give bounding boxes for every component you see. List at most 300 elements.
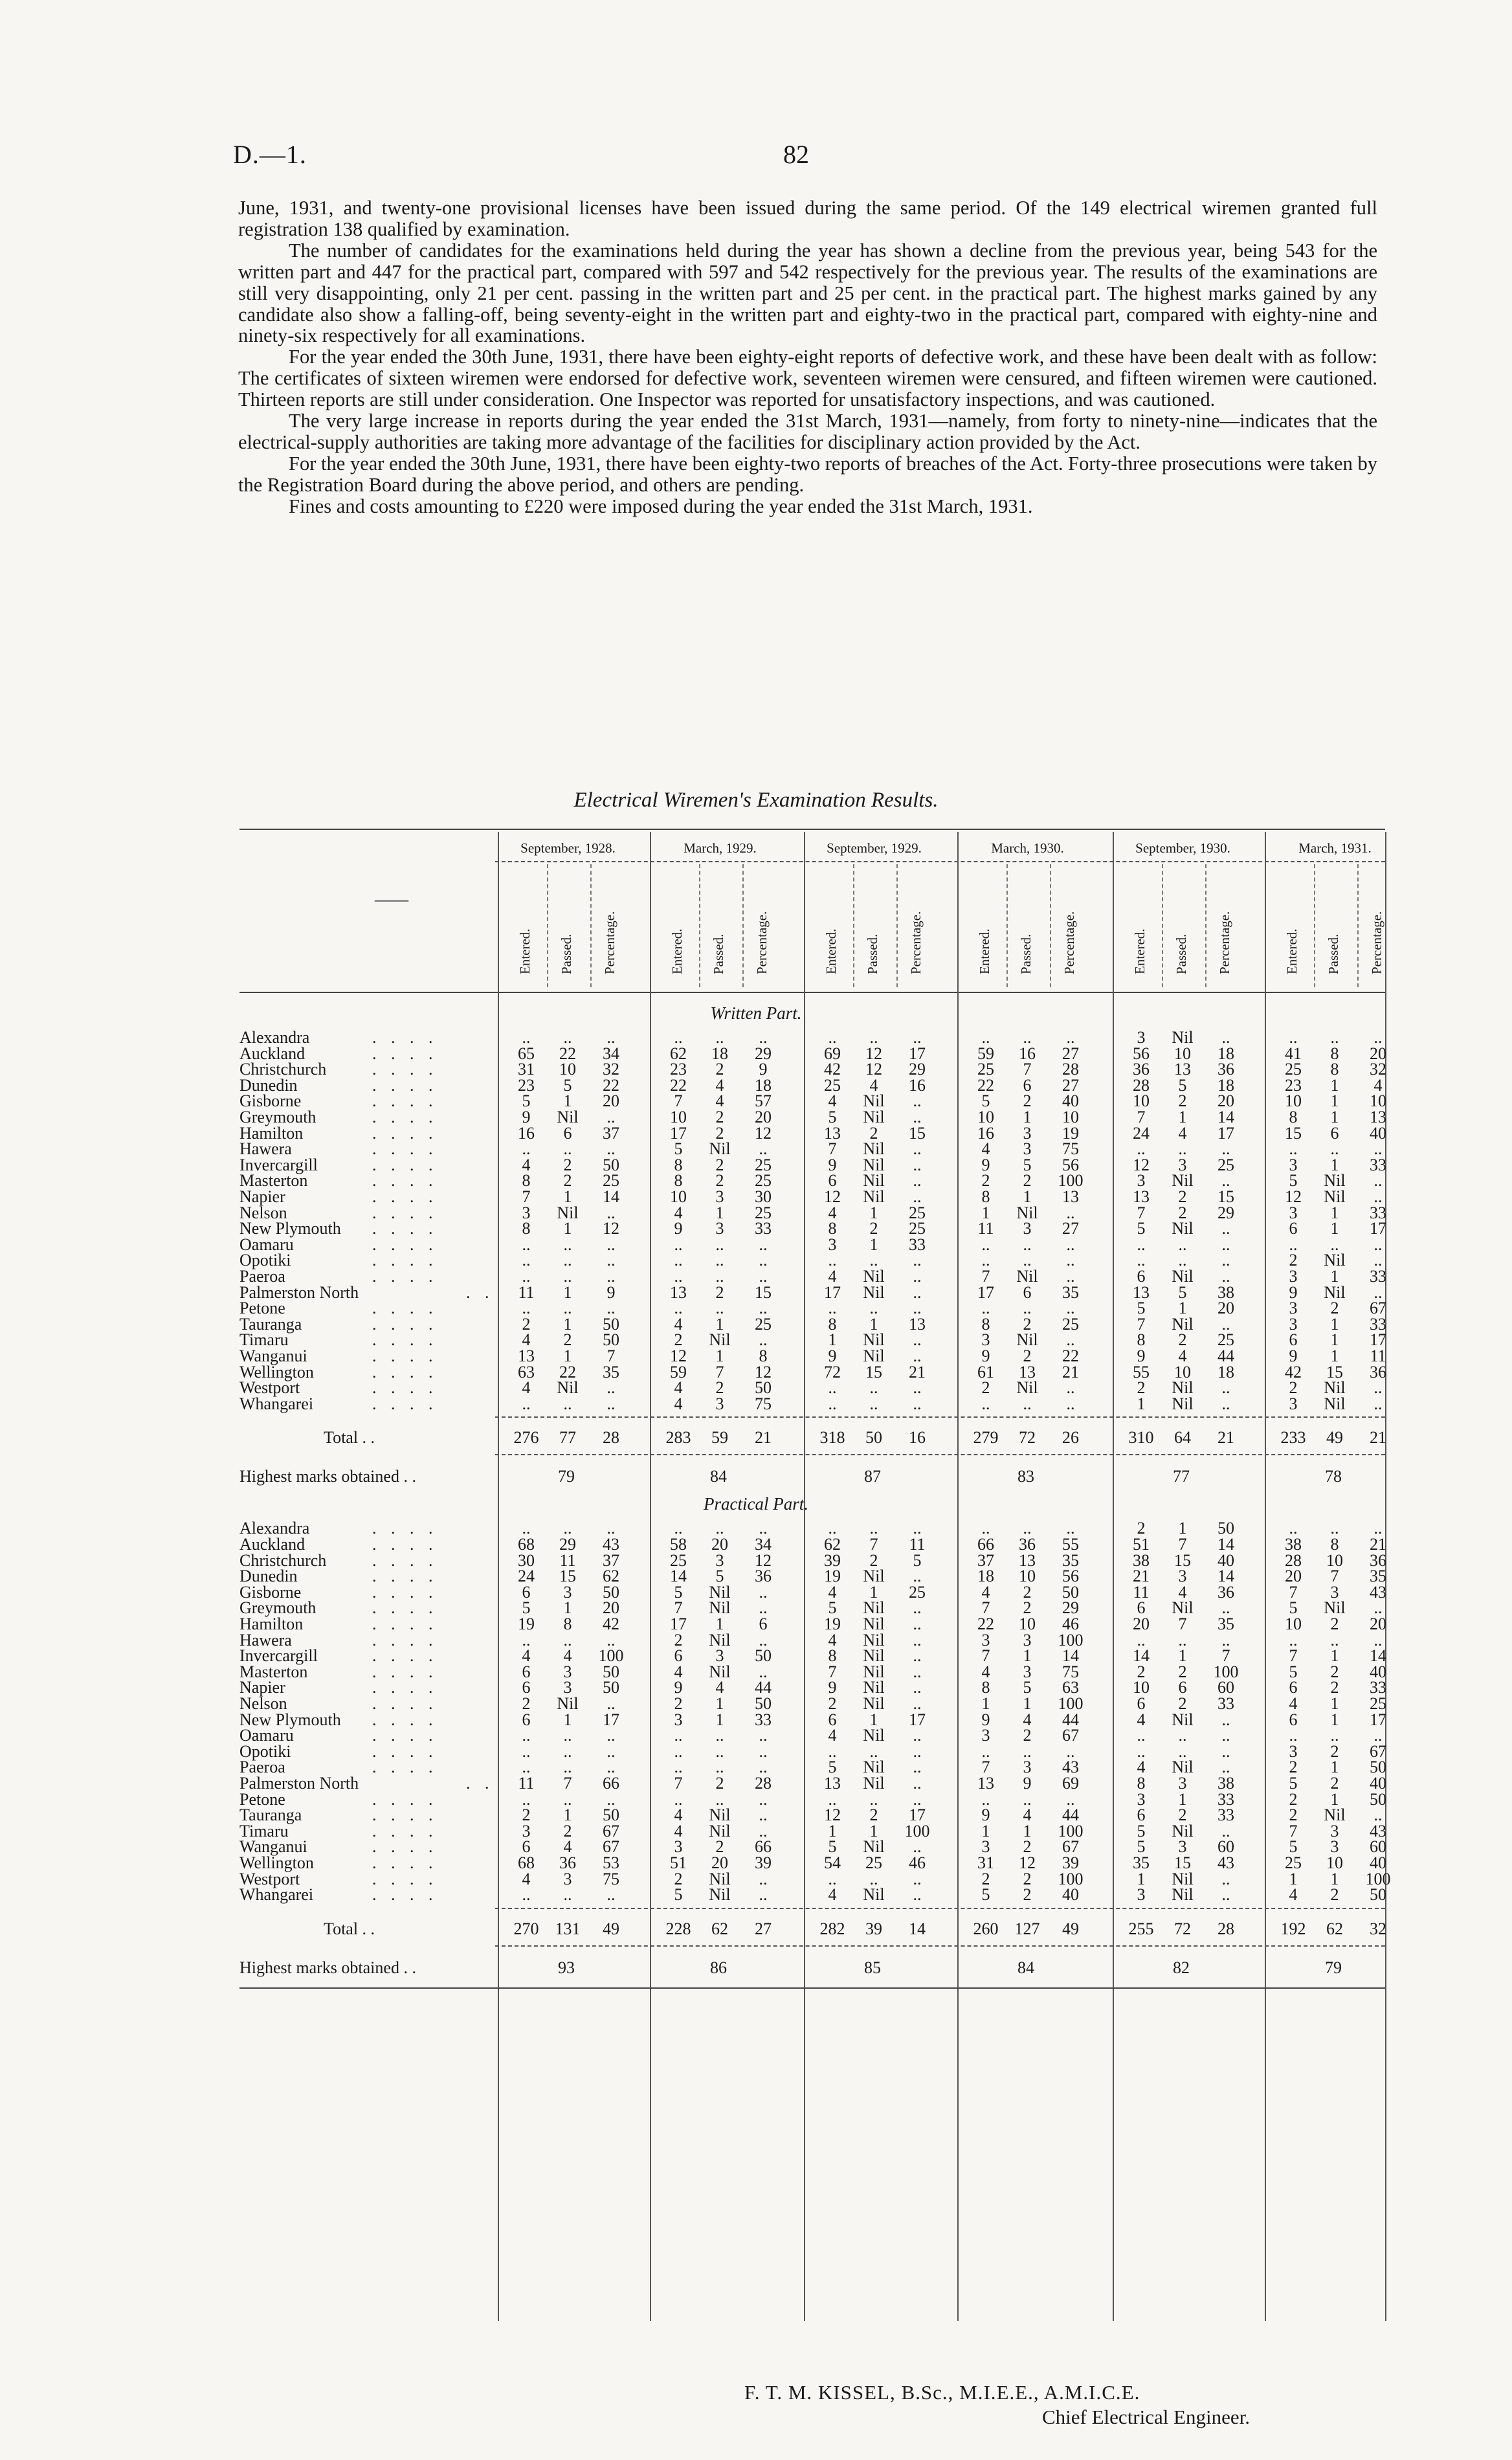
table-cell: 42: [824, 1060, 841, 1079]
table-cell: ..: [913, 1187, 922, 1206]
table-cell: ..: [1330, 1028, 1339, 1047]
table-cell: 7: [1178, 1615, 1187, 1633]
table-cell: 10: [1326, 1550, 1343, 1570]
paragraph: For the year ended the 30th June, 1931, there have been eighty-eight reports of defective work, and these have been dealt with as follow: The certificates of sixteen wiremen were endorsed for defective work, seventeen wiremen were censured, and fifteen wiremen were cautioned. Thirteen reports are still under consideration. One Inspector was reported for unsatisfactory inspections, and was cautioned.: [238, 346, 1377, 411]
table-cell: 17: [909, 1044, 926, 1063]
table-cell: 6: [1137, 1806, 1146, 1825]
table-cell: 50: [603, 1806, 619, 1825]
table-cell: ..: [913, 1091, 922, 1111]
table-cell: 2: [1178, 1091, 1187, 1111]
table-cell: 29: [1062, 1598, 1079, 1618]
table-cell: 2: [1330, 1678, 1339, 1697]
row-label: Wanganui: [239, 1347, 307, 1365]
table-cell: 8: [1137, 1774, 1146, 1793]
table-cell: 2: [563, 1155, 572, 1174]
table-cell: 11: [518, 1282, 535, 1302]
table-cell: Nil: [1324, 1598, 1346, 1618]
table-cell: ..: [1066, 1330, 1075, 1350]
table-cell: 10: [1285, 1091, 1302, 1111]
table-corner-dash: ——: [375, 890, 408, 909]
table-cell: ..: [913, 1869, 922, 1888]
table-cell: 5: [828, 1598, 837, 1618]
table-cell: 12: [865, 1044, 882, 1063]
table-cell: ..: [1373, 1282, 1383, 1302]
table-cell: 11: [1370, 1347, 1386, 1365]
table-cell: ..: [606, 1519, 616, 1538]
table-cell: Nil: [1172, 1821, 1194, 1840]
table-cell: 5: [1137, 1299, 1146, 1318]
table-cell: 66: [755, 1837, 772, 1857]
table-cell: ..: [759, 1139, 768, 1159]
table-cell: 2: [715, 1837, 724, 1857]
table-cell: 13: [1133, 1282, 1150, 1302]
column-separator: [590, 864, 592, 987]
table-cell: 3: [674, 1837, 683, 1857]
table-cell: 3: [981, 1726, 990, 1745]
table-cell: 1: [563, 1598, 572, 1618]
table-cell: 44: [1062, 1710, 1079, 1729]
table-cell: 9: [1289, 1347, 1298, 1365]
table-cell: ..: [715, 1267, 724, 1286]
table-cell: 3: [1023, 1758, 1032, 1777]
table-cell: 7: [828, 1662, 837, 1681]
table-cell: 22: [603, 1075, 619, 1095]
table-cell: 2: [869, 1806, 878, 1825]
table-cell: ..: [981, 1251, 990, 1270]
highest-rule: [495, 1945, 1385, 1947]
table-cell: 100: [598, 1646, 624, 1666]
table-cell: 3: [715, 1646, 724, 1666]
table-cell: 1: [981, 1203, 990, 1222]
table-cell: 2: [1289, 1378, 1298, 1398]
table-cell: ..: [563, 1789, 572, 1809]
table-cell: ..: [913, 1171, 922, 1191]
table-cell: 1: [563, 1710, 572, 1729]
table-cell: 13: [1133, 1187, 1150, 1206]
table-cell: ..: [913, 1837, 922, 1857]
row-label: Timaru: [239, 1821, 289, 1840]
table-cell: 21: [1062, 1362, 1079, 1381]
table-cell: 1: [563, 1187, 572, 1206]
table-cell: 3: [1178, 1774, 1187, 1793]
table-cell: ..: [563, 1885, 572, 1905]
table-cell: 1: [1330, 1789, 1339, 1809]
table-cell: 5: [1023, 1678, 1032, 1697]
table-cell: ..: [1221, 1710, 1230, 1729]
table-cell: 100: [1058, 1821, 1084, 1840]
table-cell: ..: [1373, 1630, 1383, 1649]
table-cell: 12: [755, 1123, 772, 1143]
table-cell: Nil: [709, 1821, 731, 1840]
table-cell: 50: [603, 1662, 619, 1681]
column-heading: Entered.: [823, 928, 839, 974]
table-cell: 1: [563, 1219, 572, 1238]
table-cell: 9: [828, 1155, 837, 1174]
table-cell: 60: [1370, 1837, 1386, 1857]
table-cell: ..: [563, 1394, 572, 1413]
highest-mark-cell: 78: [1325, 1467, 1342, 1486]
table-cell: 31: [518, 1060, 535, 1079]
row-label: Palmerston North: [239, 1774, 359, 1793]
table-cell: ..: [1137, 1251, 1146, 1270]
table-cell: 6: [1137, 1598, 1146, 1618]
total-cell: 26: [1062, 1428, 1079, 1448]
table-cell: 30: [518, 1550, 535, 1570]
table-cell: 10: [1019, 1615, 1036, 1633]
leader-dots: . . . .: [372, 1678, 438, 1697]
table-cell: ..: [913, 1267, 922, 1286]
table-cell: 7: [981, 1646, 990, 1666]
table-cell: 2: [1023, 1726, 1032, 1745]
table-cell: 33: [1217, 1789, 1234, 1809]
table-cell: 3: [1023, 1630, 1032, 1649]
table-cell: 35: [603, 1362, 619, 1381]
total-cell: 276: [513, 1428, 539, 1448]
table-cell: 40: [1062, 1091, 1079, 1111]
table-cell: 13: [909, 1314, 926, 1334]
table-cell: ..: [759, 1598, 768, 1618]
table-cell: 15: [1285, 1123, 1302, 1143]
paragraph: Fines and costs amounting to £220 were imposed during the year ended the 31st March, 1931.: [289, 495, 1033, 517]
total-cell: 62: [1326, 1919, 1343, 1938]
column-heading: Percentage.: [908, 911, 924, 974]
table-cell: 20: [1133, 1615, 1150, 1633]
table-cell: ..: [913, 1567, 922, 1586]
table-cell: 14: [670, 1567, 687, 1586]
table-cell: ..: [1373, 1519, 1383, 1538]
table-cell: 10: [1174, 1044, 1191, 1063]
table-cell: ..: [674, 1741, 683, 1761]
period-heading: March, 1931.: [1298, 840, 1372, 856]
table-cell: ..: [1023, 1789, 1032, 1809]
total-label: Total . .: [324, 1919, 375, 1938]
table-cell: 10: [1062, 1108, 1079, 1126]
section-title: Written Part.: [710, 1003, 802, 1023]
table-cell: Nil: [863, 1155, 885, 1174]
table-cell: 75: [1062, 1662, 1079, 1681]
leader-dots: . .: [466, 1774, 495, 1793]
table-cell: 28: [1062, 1060, 1079, 1079]
table-cell: ..: [1221, 1598, 1230, 1618]
table-cell: ..: [1066, 1203, 1075, 1222]
table-cell: 2: [1330, 1615, 1339, 1633]
table-cell: ..: [981, 1741, 990, 1761]
leader-dots: . . . .: [372, 1550, 438, 1570]
table-cell: 14: [603, 1187, 619, 1206]
section-title: Practical Part.: [704, 1494, 808, 1514]
table-cell: 100: [904, 1821, 930, 1840]
table-cell: ..: [913, 1789, 922, 1809]
table-cell: 2: [1137, 1519, 1146, 1538]
table-cell: 4: [674, 1806, 683, 1825]
table-cell: ..: [828, 1028, 837, 1047]
highest-marks-label: Highest marks obtained . .: [239, 1958, 416, 1977]
table-cell: ..: [522, 1394, 531, 1413]
table-cell: 7: [1289, 1821, 1298, 1840]
column-heading: Passed.: [865, 934, 880, 974]
table-cell: ..: [715, 1789, 724, 1809]
table-cell: ..: [828, 1394, 837, 1413]
leader-dots: . . . .: [372, 1028, 438, 1047]
table-cell: ..: [1137, 1726, 1146, 1745]
period-heading: September, 1929.: [827, 840, 922, 856]
table-cell: ..: [828, 1741, 837, 1761]
table-cell: 20: [603, 1091, 619, 1111]
table-cell: ..: [913, 1330, 922, 1350]
table-cell: 1: [1289, 1869, 1298, 1888]
table-cell: Nil: [1324, 1251, 1346, 1270]
table-cell: ..: [1221, 1219, 1230, 1238]
period-heading: March, 1930.: [991, 840, 1064, 856]
table-cell: 8: [981, 1187, 990, 1206]
row-label: Invercargill: [239, 1646, 318, 1666]
table-cell: Nil: [709, 1885, 731, 1905]
table-cell: 29: [559, 1535, 576, 1554]
table-cell: ..: [913, 1347, 922, 1365]
period-heading: September, 1930.: [1135, 840, 1230, 856]
highest-mark-cell: 79: [558, 1467, 575, 1486]
leader-dots: . . . .: [372, 1726, 438, 1745]
row-label: New Plymouth: [239, 1710, 341, 1729]
table-cell: ..: [1221, 1171, 1230, 1191]
total-cell: 72: [1174, 1919, 1191, 1938]
table-cell: 12: [865, 1060, 882, 1079]
table-cell: ..: [606, 1726, 616, 1745]
highest-marks-label: Highest marks obtained . .: [239, 1467, 416, 1486]
table-cell: Nil: [863, 1774, 885, 1793]
table-cell: Nil: [709, 1806, 731, 1825]
table-cell: 2: [1178, 1330, 1187, 1350]
table-cell: ..: [1066, 1267, 1075, 1286]
table-cell: 10: [559, 1060, 576, 1079]
table-cell: ..: [606, 1758, 616, 1777]
table-cell: 3: [1289, 1155, 1298, 1174]
table-cell: 17: [1217, 1123, 1234, 1143]
column-separator: [896, 864, 898, 987]
table-cell: ..: [869, 1869, 878, 1888]
table-cell: 2: [1289, 1251, 1298, 1270]
table-cell: 54: [824, 1853, 841, 1872]
table-cell: 5: [522, 1598, 531, 1618]
table-cell: ..: [1221, 1028, 1230, 1047]
table-cell: ..: [606, 1789, 616, 1809]
table-cell: 5: [1137, 1219, 1146, 1238]
table-cell: Nil: [863, 1662, 885, 1681]
table-cell: 25: [603, 1171, 619, 1191]
total-cell: 228: [665, 1919, 691, 1938]
table-cell: ..: [759, 1630, 768, 1649]
row-label: Oamaru: [239, 1235, 294, 1254]
table-cell: 6: [563, 1123, 572, 1143]
total-cell: 310: [1128, 1428, 1154, 1448]
table-cell: 2: [1023, 1582, 1032, 1602]
table-cell: 9: [674, 1219, 683, 1238]
table-cell: 2: [522, 1694, 531, 1713]
table-cell: 16: [909, 1075, 926, 1095]
table-cell: 13: [1062, 1187, 1079, 1206]
table-cell: 6: [828, 1710, 837, 1729]
table-cell: 5: [1289, 1837, 1298, 1857]
table-cell: 3: [1137, 1171, 1146, 1191]
table-cell: ..: [1066, 1741, 1075, 1761]
leader-dots: . . . .: [372, 1582, 438, 1602]
table-cell: 33: [1370, 1267, 1386, 1286]
total-cell: 27: [755, 1919, 772, 1938]
table-cell: ..: [674, 1789, 683, 1809]
table-cell: 20: [1217, 1091, 1234, 1111]
table-cell: ..: [869, 1378, 878, 1398]
leader-dots: . . . .: [372, 1378, 438, 1398]
table-cell: 25: [1285, 1853, 1302, 1872]
table-cell: 2: [1178, 1203, 1187, 1222]
table-cell: 25: [909, 1203, 926, 1222]
leader-dots: . . . .: [372, 1694, 438, 1713]
table-cell: ..: [913, 1678, 922, 1697]
column-separator: [1006, 864, 1008, 987]
period-separator: [1113, 832, 1114, 2321]
table-cell: ..: [1289, 1726, 1298, 1745]
table-cell: 2: [981, 1869, 990, 1888]
column-heading: Entered.: [977, 928, 992, 974]
row-label: Oamaru: [239, 1726, 294, 1745]
table-cell: Nil: [1172, 1314, 1194, 1334]
table-cell: ..: [759, 1885, 768, 1905]
table-cell: 4: [522, 1646, 531, 1666]
leader-dots: . .: [466, 1282, 495, 1302]
table-cell: 2: [715, 1060, 724, 1079]
table-cell: 60: [1217, 1837, 1234, 1857]
leader-dots: . . . .: [372, 1646, 438, 1666]
table-cell: 36: [1217, 1582, 1234, 1602]
table-cell: Nil: [709, 1869, 731, 1888]
table-cell: ..: [1221, 1869, 1230, 1888]
table-cell: 16: [518, 1123, 535, 1143]
table-cell: 33: [1217, 1694, 1234, 1713]
table-cell: 46: [1062, 1615, 1079, 1633]
table-cell: 5: [563, 1075, 572, 1095]
table-cell: 1: [981, 1821, 990, 1840]
total-cell: 270: [513, 1919, 539, 1938]
table-cell: 15: [909, 1123, 926, 1143]
table-cell: 1: [1330, 1694, 1339, 1713]
row-label: Invercargill: [239, 1155, 318, 1174]
table-cell: ..: [1178, 1251, 1187, 1270]
table-cell: 43: [1217, 1853, 1234, 1872]
total-cell: 77: [559, 1428, 576, 1448]
table-cell: 8: [674, 1171, 683, 1191]
table-cell: 1: [563, 1091, 572, 1111]
row-label: Auckland: [239, 1044, 306, 1063]
table-cell: 35: [1370, 1567, 1386, 1586]
table-cell: ..: [828, 1378, 837, 1398]
table-cell: ..: [715, 1299, 724, 1318]
table-cell: Nil: [1172, 1219, 1194, 1238]
table-cell: 50: [755, 1694, 772, 1713]
table-cell: 6: [1137, 1694, 1146, 1713]
table-cell: 72: [824, 1362, 841, 1381]
table-cell: ..: [715, 1251, 724, 1270]
period-heading: September, 1928.: [520, 840, 616, 856]
table-cell: ..: [1330, 1630, 1339, 1649]
table-cell: 18: [1217, 1075, 1234, 1095]
table-cell: 3: [981, 1837, 990, 1857]
table-cell: 75: [603, 1869, 619, 1888]
table-cell: ..: [1178, 1726, 1187, 1745]
highest-mark-cell: 82: [1173, 1958, 1190, 1977]
table-cell: 18: [977, 1567, 994, 1586]
table-cell: 1: [715, 1347, 724, 1365]
total-rule: [495, 1416, 1385, 1418]
highest-mark-cell: 85: [864, 1958, 881, 1977]
table-cell: 50: [1062, 1582, 1079, 1602]
total-cell: 28: [603, 1428, 619, 1448]
table-cell: 100: [1058, 1171, 1084, 1191]
row-label: Wellington: [239, 1853, 314, 1872]
table-cell: 7: [981, 1267, 990, 1286]
table-cell: 3: [674, 1710, 683, 1729]
table-cell: 2: [1289, 1758, 1298, 1777]
table-cell: 12: [1133, 1155, 1150, 1174]
table-cell: 7: [1023, 1060, 1032, 1079]
total-cell: 318: [819, 1428, 845, 1448]
table-cell: 9: [1289, 1282, 1298, 1302]
table-cell: 6: [1289, 1710, 1298, 1729]
leader-dots: . . . .: [372, 1091, 438, 1111]
table-caption: Electrical Wiremen's Examination Results.: [573, 788, 939, 812]
table-cell: 5: [1023, 1155, 1032, 1174]
table-cell: ..: [828, 1251, 837, 1270]
leader-dots: . . . .: [372, 1662, 438, 1681]
table-cell: 2: [869, 1219, 878, 1238]
table-cell: 5: [674, 1139, 683, 1159]
table-cell: Nil: [709, 1598, 731, 1618]
table-cell: 11: [1133, 1582, 1150, 1602]
table-cell: ..: [674, 1028, 683, 1047]
table-cell: Nil: [1016, 1378, 1038, 1398]
table-cell: 2: [715, 1123, 724, 1143]
table-cell: 28: [755, 1774, 772, 1793]
table-cell: ..: [1289, 1028, 1298, 1047]
table-cell: 7: [1137, 1314, 1146, 1334]
leader-dots: . . . .: [372, 1155, 438, 1174]
table-cell: ..: [522, 1267, 531, 1286]
table-cell: Nil: [1172, 1869, 1194, 1888]
table-cell: ..: [981, 1299, 990, 1318]
table-cell: ..: [563, 1235, 572, 1254]
table-cell: 69: [824, 1044, 841, 1063]
column-heading: Passed.: [1018, 934, 1034, 974]
table-cell: ..: [1330, 1235, 1339, 1254]
table-cell: 8: [759, 1347, 768, 1365]
table-cell: ..: [869, 1299, 878, 1318]
table-cell: 2: [869, 1550, 878, 1570]
table-cell: ..: [606, 1203, 616, 1222]
table-cell: ..: [1137, 1235, 1146, 1254]
table-cell: 9: [1137, 1347, 1146, 1365]
table-cell: 9: [674, 1678, 683, 1697]
table-cell: ..: [913, 1519, 922, 1538]
table-cell: 57: [755, 1091, 772, 1111]
table-cell: 16: [977, 1123, 994, 1143]
table-cell: 1: [1178, 1299, 1187, 1318]
table-cell: 40: [1370, 1774, 1386, 1793]
leader-dots: . . . .: [372, 1710, 438, 1729]
table-cell: ..: [1221, 1314, 1230, 1334]
table-cell: 1: [715, 1314, 724, 1334]
table-cell: 19: [1062, 1123, 1079, 1143]
table-cell: 1: [1330, 1155, 1339, 1174]
row-label: Christchurch: [239, 1060, 327, 1079]
